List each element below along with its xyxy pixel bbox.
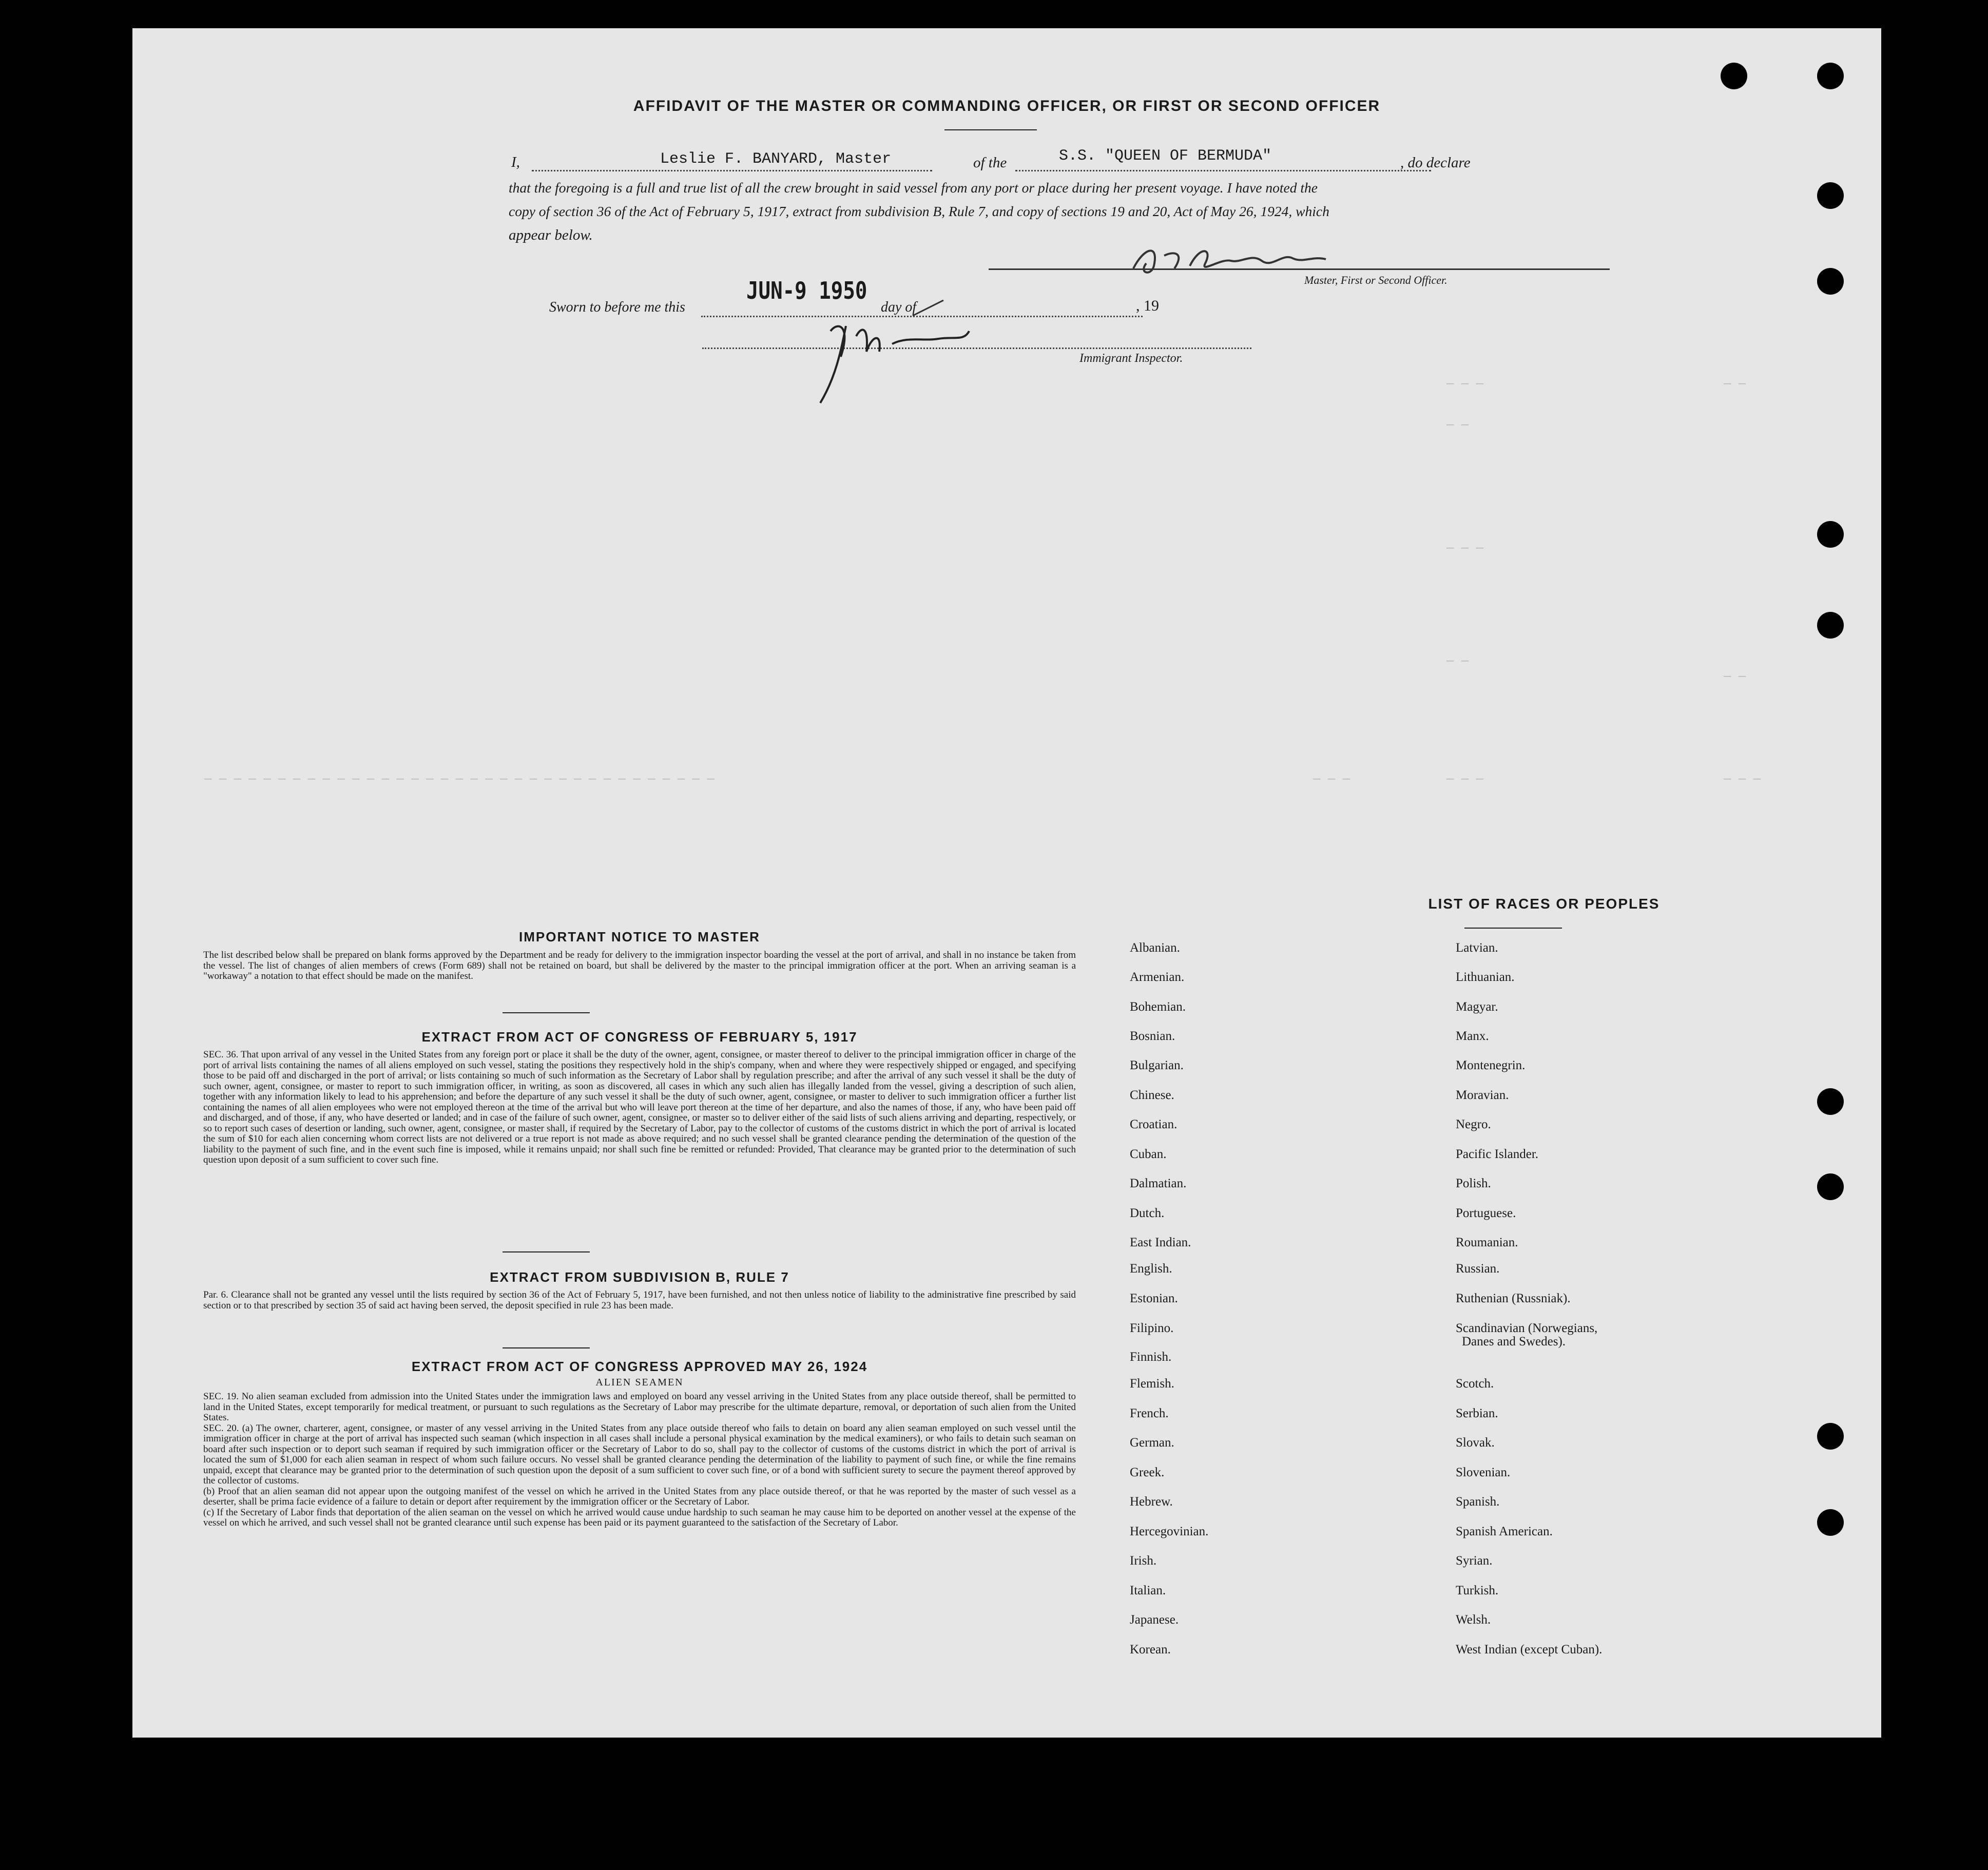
affidavit-line-3: copy of section 36 of the Act of February 5, 1917, extract from subdivision B, Rule 7, and copy of sections 19 and 20, Act of May 26, 1924, which (509, 203, 1329, 219)
master-name-line (532, 170, 932, 171)
extract-rule7-section (203, 1269, 1076, 1311)
race-item: East Indian. (1130, 1236, 1191, 1249)
race-item: Italian. (1130, 1584, 1166, 1597)
punch-hole (1817, 268, 1844, 295)
punch-hole (1721, 63, 1747, 89)
race-item: Irish. (1130, 1554, 1157, 1568)
race-item: Scandinavian (Norwegians, (1456, 1321, 1598, 1335)
punch-hole (1817, 1423, 1844, 1450)
race-item: Hebrew. (1130, 1495, 1173, 1509)
punch-hole (1817, 1088, 1844, 1115)
race-item: Estonian. (1130, 1291, 1178, 1305)
extract-1924-sec20c: (c) If the Secretary of Labor finds that deportation of the alien seaman on the vessel on which he arrived would cause undue hardship to such seaman he may cause him to be deported on another vessel at the expense of the vessel on which he arrived, and such vessel shall not be granted clearance until such expense has been paid or its payment guaranteed to the satisfaction of the Secretary of Labor. (203, 1507, 1076, 1528)
extract-rule7-title: EXTRACT FROM SUBDIVISION B, RULE 7 (490, 1269, 789, 1285)
race-item: Chinese. (1130, 1088, 1174, 1102)
extract-1924-sec20a: SEC. 20. (a) The owner, charterer, agent, consignee, or master of any vessel arriving in the United States from any place outside thereof who fails to detain on board any alien seaman employed on such vessel until the immigration officer in charge at the port of arrival has inspected such seaman (which inspection in all cases shall include a personal physical examination by the medical examiners), or who fails to detain such seaman on board after such inspection or to deport such seaman if required by such immigration officer or the Secretary of Labor to do so, shall pay to the collector of customs of the customs district in which the port of arrival is located the sum of $1,000 for each alien seaman in respect of whom such failure occurs. No vessel shall be granted clearance pending the determination of the liability to payment of such fine, or while the fine remains unpaid, except that clearance may be granted prior to the determination of such question upon the deposit of a sum sufficient to cover such fine, or of a bond with sufficient surety to secure the payment thereof approved by the collector of customs. (203, 1422, 1076, 1486)
race-item: Magyar. (1456, 1000, 1498, 1014)
races-title-underline (1464, 928, 1562, 929)
day-of-text: day of (881, 299, 917, 315)
race-item: Greek. (1130, 1466, 1165, 1479)
punch-hole (1817, 1509, 1844, 1536)
race-item: Lithuanian. (1456, 970, 1515, 984)
race-item: Ruthenian (Russniak). (1456, 1291, 1571, 1305)
race-item: Filipino. (1130, 1321, 1174, 1335)
race-item: Slovenian. (1456, 1466, 1511, 1479)
title-underline (944, 129, 1037, 130)
race-item: Armenian. (1130, 970, 1185, 984)
notice-text: The list described below shall be prepared on blank forms approved by the Department and be ready for delivery to the immigration inspector boarding the vessel at the port of arrival, and shall in no instance be taken from the vessel. The list of changes of alien members of crews (Form 689) shall not be retained on board, but shall be delivered by the master to the principal immigration officer at the port. When an arriving seaman is a "workaway" a notation to that effect should be made on the manifest. (203, 950, 1076, 981)
inspector-signature-image (810, 295, 974, 408)
race-item: Bulgarian. (1130, 1058, 1184, 1072)
date-stamp: JUN-9 1950 (746, 277, 867, 304)
race-item: Scotch. (1456, 1377, 1494, 1391)
race-item: Russian. (1456, 1262, 1500, 1276)
race-item: Finnish. (1130, 1350, 1172, 1364)
race-item: Negro. (1456, 1117, 1491, 1131)
vessel-name-line (1015, 170, 1431, 171)
race-item: Korean. (1130, 1643, 1171, 1656)
extract-1917-section (203, 1029, 1076, 1166)
vessel-name: S.S. "QUEEN OF BERMUDA" (1059, 147, 1272, 165)
extract-rule7-divider (503, 1347, 590, 1348)
race-item: Turkish. (1456, 1584, 1499, 1597)
race-item: Latvian. (1456, 941, 1498, 955)
race-item: Spanish. (1456, 1495, 1500, 1509)
race-item: German. (1130, 1436, 1174, 1450)
race-item: Serbian. (1456, 1406, 1498, 1420)
race-item: Roumanian. (1456, 1236, 1518, 1249)
race-item: Japanese. (1130, 1613, 1179, 1627)
race-item: Portuguese. (1456, 1206, 1516, 1220)
notice-section (203, 929, 1076, 982)
affidavit-prefix: I, (511, 154, 520, 170)
notice-title: IMPORTANT NOTICE TO MASTER (519, 929, 760, 944)
race-item: Dalmatian. (1130, 1177, 1187, 1190)
race-item: Cuban. (1130, 1147, 1167, 1161)
race-item: Danes and Swedes). (1462, 1335, 1566, 1348)
sworn-text: Sworn to before me this (549, 299, 685, 315)
officer-caption: Master, First or Second Officer. (1304, 274, 1447, 286)
race-item: Pacific Islander. (1456, 1147, 1539, 1161)
race-item: Syrian. (1456, 1554, 1493, 1568)
extract-1924-subtitle: ALIEN SEAMEN (595, 1377, 684, 1388)
race-item: Hercegovinian. (1130, 1525, 1209, 1538)
race-item: Welsh. (1456, 1613, 1491, 1627)
extract-1924-section (203, 1359, 1076, 1529)
extract-1917-divider (503, 1251, 590, 1252)
extract-rule7-text: Par. 6. Clearance shall not be granted any vessel until the lists required by section 36 of the Act of February 5, 1917, have been furnished, and not then unless notice of liability to the administrative fine prescribed by said section or to that prescribed by section 35 of said act having been served, the deposit specified in rule 23 has been made. (203, 1289, 1076, 1311)
race-item: Spanish American. (1456, 1525, 1553, 1538)
race-item: Croatian. (1130, 1117, 1178, 1131)
punch-hole (1817, 612, 1844, 639)
inspector-signature-line (702, 348, 1251, 349)
race-item: Flemish. (1130, 1377, 1174, 1391)
master-name: Leslie F. BANYARD, Master (660, 150, 892, 168)
race-item: West Indian (except Cuban). (1456, 1643, 1603, 1656)
race-item: Dutch. (1130, 1206, 1165, 1220)
race-item: Bohemian. (1130, 1000, 1186, 1014)
do-declare-text: , do declare (1400, 155, 1471, 171)
punch-hole (1817, 182, 1844, 209)
of-the-text: of the (973, 155, 1007, 171)
extract-1924-sec19: SEC. 19. No alien seaman excluded from admission into the United States under the immigration laws and employed on board any vessel arriving in the United States from any place outside thereof, shall be permitted to land in the United States, except temporarily for medical treatment, or pursuant to such regulations as the Secretary of Labor may prescribe for the ultimate departure, removal, or deportation of such alien from the United States. (203, 1391, 1076, 1423)
inspector-caption: Immigrant Inspector. (1079, 352, 1183, 365)
year-prefix: , 19 (1136, 297, 1159, 314)
race-item: Albanian. (1130, 941, 1180, 955)
punch-hole (1817, 1173, 1844, 1200)
extract-1917-text: SEC. 36. That upon arrival of any vessel in the United States from any foreign port or place it shall be the duty of the owner, agent, consignee, or master thereof to deliver to the principal immigration officer in charge of the port of arrival lists containing the names of all aliens employed on such vessel, stating the positions they respectively hold in the ship's company, when and where they were respectively shipped or engaged, and specifying those to be paid off and discharged in the port of arrival; or lists containing so much of such information as the Secretary of Labor shall by regulation prescribe; and after the arrival of any such vessel it shall be the duty of such owner, agent, consignee, or master to report to such immigration officer, in writing, as soon as discovered, all cases in which any such alien has illegally landed from the vessel, giving a description of such alien, together with any information likely to lead to his apprehension; and before the departure of any such vessel it shall be the duty of such owner, agent, consignee, or master to deliver to such immigration officer a further list containing the names of all alien employees who were not employed thereon at the time of the arrival but who will leave port thereon at the time of her departure, and also the names of those, if any, who have been paid off and discharged, and of those, if any, who have deserted or landed; and in case of the failure of such owner, agent, consignee, or master so to deliver either of the said lists of such aliens arriving and departing, respectively, or so to report such cases of desertion or landing, such owner, agent, consignee, or master shall, if required by the Secretary of Labor, pay to the collector of customs of the customs district in which the port of arrival is located the sum of $10 for each alien concerning whom correct lists are not delivered or a true report is not made as above required; and no such vessel shall be granted clearance pending the determination of the question of the liability to the payment of such fine, and in the event such fine is imposed, while it remains unpaid; nor shall such fine be remitted or refunded: Provided, That clearance may be granted prior to the determination of such question upon deposit of a sum sufficient to cover such fine. (203, 1049, 1076, 1165)
inspector-signature (810, 295, 974, 411)
race-item: Bosnian. (1130, 1029, 1175, 1043)
extract-1924-title: EXTRACT FROM ACT OF CONGRESS APPROVED MAY 26, 1924 (411, 1359, 868, 1374)
extract-1917-title: EXTRACT FROM ACT OF CONGRESS OF FEBRUARY 5, 1917 (421, 1029, 858, 1045)
race-item: Montenegrin. (1456, 1058, 1526, 1072)
race-item: Polish. (1456, 1177, 1491, 1190)
punch-hole (1817, 63, 1844, 89)
document-page: — — — — — — — — — — — — — — — — — — — — — — — — — — — — — — — — — — — — — — — — — — — — — — — — — — — — — — — — — — AFFIDAVIT OF THE MASTER OR COMMANDING OFFICER, OR FIRST OR SECOND OFFICER I, Leslie F. BANYARD, Master of the S.S. "QUEEN OF BERMUDA" , do declare that the foregoing is a full and true list of all the crew brought in said vessel from any port or place during her present voyage. I have noted the copy of section 36 of the Act of February 5, 1917, extract from subdivision B, Rule 7, and copy of sections 19 and 20, Act of May 26, 1924, which appear below. Master, First or Second Officer. Sworn to before me this JUN-9 1950 day of , 19 Immigrant Inspector. IMPORTANT NOTICE TO MASTER The list described below shall be prepared on blank forms approved by the Department and be ready for delivery to the immigration inspector boarding the vessel at the port of arrival, and shall in no instance be taken from the vessel. The list of changes of alien members of crews (Form 689) shall not be retained on board, but shall be delivered by the master to the principal immigration officer at the port. When an arriving seaman is a "workaway" a notation to that effect should be made on the manifest. EXTRACT FROM ACT OF CONGRESS OF FEBRUARY 5, 1917 SEC. 36. That upon arrival of any vessel in the United States from any foreign port or place it shall be the duty of the owner, agent, consignee, or master thereof to deliver to the principal immigration officer in charge of the port of arrival lists containing the names of all aliens employed on such vessel, stating the positions they respectively hold in the ship's company, when and where they were respectively shipped or engaged, and specifying those to be paid off and discharged in the port of arrival; or lists containing so much of such information as the Secretary of Labor shall by regulation prescribe; and after the arrival of any such vessel it shall be the duty of such owner, agent, consignee, or master to report to such immigration officer, in writing, as soon as discovered, all cases in which any such alien has illegally landed from the vessel, giving a description of such alien, together with any information likely to lead to his apprehension; and before the departure of any such vessel it shall be the duty of such owner, agent, consignee, or master to deliver to such immigration officer a further list containing the names of all alien employees who were not employed thereon at the time of the arrival but who will leave port thereon at the time of her departure, and also the names of those, if any, who have been paid off and discharged, and of those, if any, who have deserted or landed; and in case of the failure of such owner, agent, consignee, or master so to deliver either of the said lists of such aliens arriving and departing, respectively, or so to report such cases of desertion or landing, such owner, agent, consignee, or master shall, if required by the Secretary of Labor, pay to the collector of customs of the customs district in which the port of arrival is located the sum of $10 for each alien concerning whom correct lists are not delivered or a true report is not made as above required; and no such vessel shall be granted clearance pending the determination of the question of the liability to the payment of such fine, and in the event such fine is imposed, while it remains unpaid; nor shall such fine be remitted or refunded: Provided, That clearance may be granted prior to the determination of such question upon deposit of a sum sufficient to cover such fine. EXTRACT FROM SUBDIVISION B, RULE 7 Par. 6. Clearance shall not be granted any vessel until the lists required by section 36 of the Act of February 5, 1917, have been furnished, and not then unless notice of liability to the administrative fine prescribed by said section or to that prescribed by section 35 of said act having been served, the deposit specified in rule 23 has been made. EXTRACT FROM ACT OF CONGRESS APPROVED MAY 26, 1924 ALIEN SEAMEN SEC. 19. No alien seaman excluded from admission into the United States under the immigration laws and employed on board any vessel arriving in the United States from any place outside thereof, shall be permitted to land in the United States, except temporarily for medical treatment, or pursuant to such regulations as the Secretary of Labor may prescribe for the ultimate departure, removal, or deportation of such alien from the United States. SEC. 20. (a) The owner, charterer, agent, consignee, or master of any vessel arriving in the United States from any place outside thereof who fails to detain on board any alien seaman employed on such vessel until the immigration officer in charge at the port of arrival has inspected such seaman (which inspection in all cases shall include a personal physical examination by the medical examiners), or who fails to detain such seaman on board after such inspection or to deport such seaman if required by such immigration officer or the Secretary of Labor to do so, shall pay to the collector of customs of the customs district in which the port of arrival is located the sum of $1,000 for each alien seaman in respect of whom such failure occurs. No vessel shall be granted clearance pending the determination of the liability to payment of such fine, or while the fine remains unpaid, except that clearance may be granted prior to the determination of such question upon the deposit of a sum sufficient to cover such fine, or of a bond with sufficient surety to secure the payment thereof approved by the collector of customs. (b) Proof that an alien seaman did not appear upon the outgoing manifest of the vessel on which he arrived in the United States from any place outside thereof, or that he was reported by the master of such vessel as a deserter, shall be prima facie evidence of a failure to detain or deport after requirement by the immigration officer or the Secretary of Labor. (c) If the Secretary of Labor finds that deportation of the alien seaman on the vessel on which he arrived would cause undue hardship to such seaman he may cause him to be deported on another vessel at the expense of the vessel on which he arrived, and such vessel shall not be granted clearance until such expense has been paid or its payment guaranteed to the satisfaction of the Secretary of Labor. LIST OF RACES OR PEOPLES Albanian. Armenian. Bohemian. Bosnian. Bulgarian. Chinese. Croatian. Cuban. Dalmatian. Dutch. East Indian. English. Estonian. Filipino. Finnish. Flemish. French. German. Greek. Hebrew. Hercegovinian. Irish. Italian. Japanese. Korean. Latvian. Lithuanian. Magyar. Manx. Montenegrin. Moravian. Negro. Pacific Islander. Polish. Portuguese. Roumanian. Russian. Ruthenian (Russniak). Scandinavian (Norwegians, Danes and Swedes). Scotch. Serbian. Slovak. Slovenian. Spanish. Spanish American. Syrian. Turkish. Welsh. West Indian (except Cuban). (132, 28, 1881, 1738)
race-item: Slovak. (1456, 1436, 1495, 1450)
race-item: French. (1130, 1406, 1169, 1420)
race-item: Moravian. (1456, 1088, 1509, 1102)
affidavit-line-4: appear below. (509, 227, 593, 243)
races-title: LIST OF RACES OR PEOPLES (1428, 896, 1660, 912)
notice-divider (503, 1012, 590, 1013)
punch-hole (1817, 521, 1844, 548)
affidavit-title: AFFIDAVIT OF THE MASTER OR COMMANDING OFFICER, OR FIRST OR SECOND OFFICER (633, 98, 1381, 114)
affidavit-line-2: that the foregoing is a full and true list of all the crew brought in said vessel from any port or place during her present voyage. I have noted the (509, 180, 1318, 196)
extract-1924-sec20b: (b) Proof that an alien seaman did not appear upon the outgoing manifest of the vessel on which he arrived in the United States from any place outside thereof, or that he was reported by the master of such vessel as a deserter, shall be prima facie evidence of a failure to detain or deport after requirement by the immigration officer or the Secretary of Labor. (203, 1486, 1076, 1507)
race-item: English. (1130, 1262, 1172, 1276)
race-item: Manx. (1456, 1029, 1489, 1043)
